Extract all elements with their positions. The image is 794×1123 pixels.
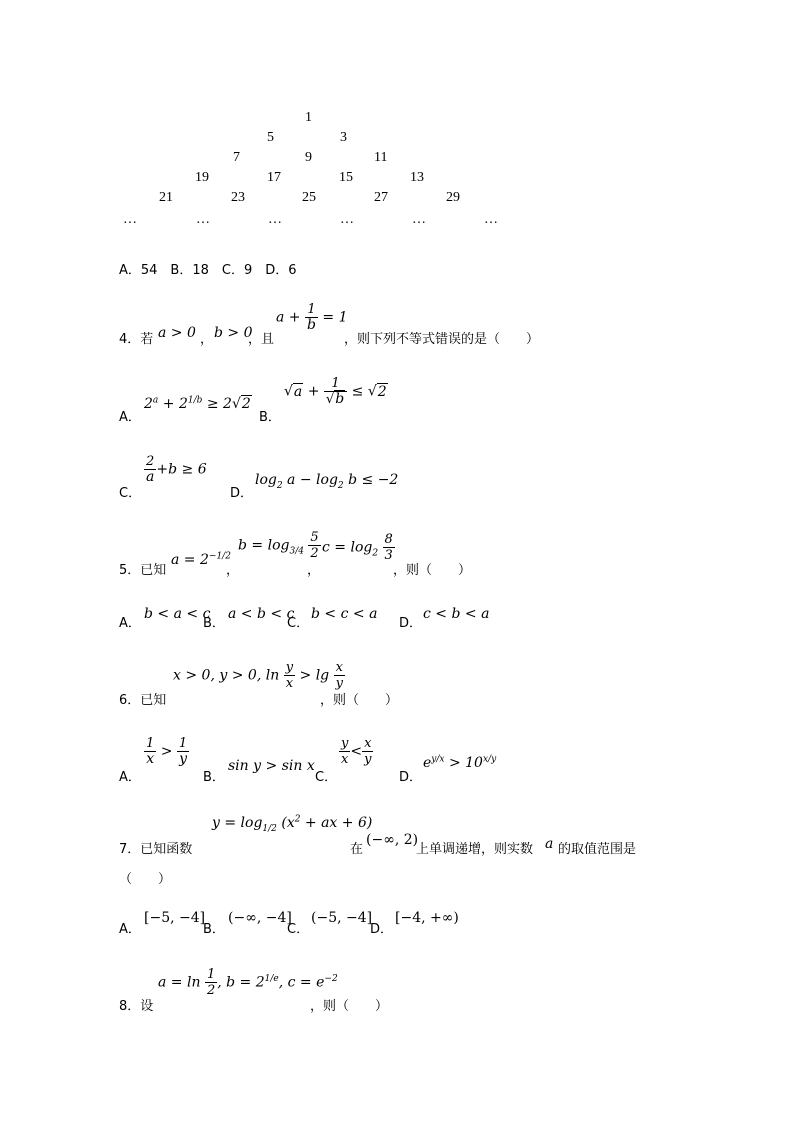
q4-option-d-label: D． xyxy=(230,486,254,501)
q6-option-b-label: B． xyxy=(203,770,225,785)
q4-sep: ，且 xyxy=(248,332,275,347)
q4-option-d-formula: $\log_2 a - \log_2 b \le -2$ xyxy=(255,472,399,491)
triangle-cell: 25 xyxy=(302,190,316,205)
q8-number: 8．设 xyxy=(119,999,154,1014)
q7-option-b-formula: (−∞, −4] xyxy=(228,910,292,926)
q7-stem-tail2: 的取值范围是 xyxy=(558,842,637,857)
triangle-cell: … xyxy=(412,212,426,227)
q8-definitions: a = ln $\frac{1}{2}$ , $b = 2^{1/e}$, $c = e^{-2}$ xyxy=(158,967,338,998)
q7-option-c-label: C． xyxy=(287,922,310,937)
triangle-cell: … xyxy=(268,212,282,227)
triangle-cell: … xyxy=(340,212,354,227)
triangle-cell: … xyxy=(196,212,210,227)
q7-function: $y = \log_{1/2} (x^2$ + ax + 6) xyxy=(212,814,373,834)
triangle-cell: 5 xyxy=(267,130,274,145)
q5-option-a-formula: b < a < c xyxy=(144,606,211,622)
q4-option-a-formula: $2^a + 2^{1/b} \ge 2√2$ xyxy=(144,395,251,412)
q6-option-c-formula: $\frac{y}{x}$ < $\frac{x}{y}$ xyxy=(341,736,372,767)
q8-stem-tail: ，则（ ） xyxy=(310,999,389,1014)
q7-option-b-label: B． xyxy=(203,922,225,937)
q7-answer-paren: （ ） xyxy=(119,872,172,887)
q7-option-a-formula: [−5, −4] xyxy=(144,910,206,926)
q5-stem-tail: ，则（ ） xyxy=(393,563,472,578)
q3-options: A．54 B．18 C．9 D．6 xyxy=(119,263,297,278)
q5-option-c-formula: b < c < a xyxy=(311,606,378,622)
triangle-cell: 3 xyxy=(340,130,347,145)
q4-number: 4．若 xyxy=(119,332,154,347)
q5-option-d-formula: c < b < a xyxy=(423,606,490,622)
q5-option-c-label: C． xyxy=(287,616,310,631)
triangle-cell: 19 xyxy=(195,170,209,185)
q4-option-b-label: B． xyxy=(259,410,281,425)
q4-stem-tail: ，则下列不等式错误的是（ ） xyxy=(344,332,540,347)
triangle-cell: 11 xyxy=(374,150,388,165)
q7-option-d-label: D． xyxy=(370,922,394,937)
q6-option-d-label: D． xyxy=(399,770,423,785)
triangle-cell: 17 xyxy=(267,170,281,185)
q5-a-def: $a = 2^{-1/2}$ xyxy=(171,551,231,568)
triangle-cell: 27 xyxy=(374,190,388,205)
triangle-cell: … xyxy=(123,212,137,227)
triangle-cell: 1 xyxy=(305,110,312,125)
q4-option-a-label: A． xyxy=(119,410,141,425)
q5-number: 5．已知 xyxy=(119,563,167,578)
triangle-cell: 23 xyxy=(231,190,245,205)
q6-stem-tail: ，则（ ） xyxy=(320,693,399,708)
q7-stem-mid: 在 xyxy=(350,842,364,857)
q4-sep: ， xyxy=(200,332,214,347)
q5-b-def: $b = \log_{3/4}$ $\frac{5}{2}$ xyxy=(238,530,319,561)
q6-option-c-label: C． xyxy=(315,770,338,785)
q7-stem-tail: 上单调递增，则实数 xyxy=(416,842,534,857)
q7-option-d-formula: [−4, +∞) xyxy=(395,910,459,926)
q7-option-c-formula: (−5, −4] xyxy=(311,910,373,926)
triangle-cell: 21 xyxy=(159,190,173,205)
q7-number: 7．已知函数 xyxy=(119,842,193,857)
triangle-cell: 15 xyxy=(339,170,353,185)
q4-cond-b: b > 0 xyxy=(214,325,253,341)
q5-sep: ， xyxy=(226,563,240,578)
q6-option-a-label: A． xyxy=(119,770,141,785)
q5-c-def: $c = \log_2$ $\frac{8}{3}$ xyxy=(322,532,393,563)
q6-option-d-formula: $e^{y/x} > 10^{x/y}$ xyxy=(423,754,497,771)
q6-option-b-formula: sin y > sin x xyxy=(228,758,315,774)
q6-condition: x > 0, y > 0, ln $\frac{y}{x}$ > lg $\frac{x}{y}$ xyxy=(173,660,343,691)
triangle-cell: 9 xyxy=(305,150,312,165)
q7-interval: (−∞, 2) xyxy=(366,832,419,848)
q4-option-c-formula: $\frac{2}{a}$ +b ≥ 6 xyxy=(146,454,207,485)
q5-option-d-label: D． xyxy=(399,616,423,631)
q4-condition-eq: a + $\frac{1}{b}$ = 1 xyxy=(276,302,348,333)
q5-option-b-formula: a < b < c xyxy=(228,606,295,622)
triangle-cell: 13 xyxy=(410,170,424,185)
triangle-cell: 7 xyxy=(233,150,240,165)
q7-variable-a: a xyxy=(545,836,554,852)
q6-number: 6．已知 xyxy=(119,693,167,708)
q6-option-a-formula: $\frac{1}{x}$ > $\frac{1}{y}$ xyxy=(146,736,188,767)
q5-sep: ， xyxy=(307,563,321,578)
q4-cond-a: a > 0 xyxy=(158,325,196,341)
q7-option-a-label: A． xyxy=(119,922,141,937)
triangle-cell: … xyxy=(484,212,498,227)
triangle-cell: 29 xyxy=(446,190,460,205)
q4-option-c-label: C． xyxy=(119,486,142,501)
q5-option-a-label: A． xyxy=(119,616,141,631)
q4-option-b-formula: √a + $\frac{1}{√b}$ ≤ √2 xyxy=(284,376,387,407)
q5-option-b-label: B． xyxy=(203,616,225,631)
